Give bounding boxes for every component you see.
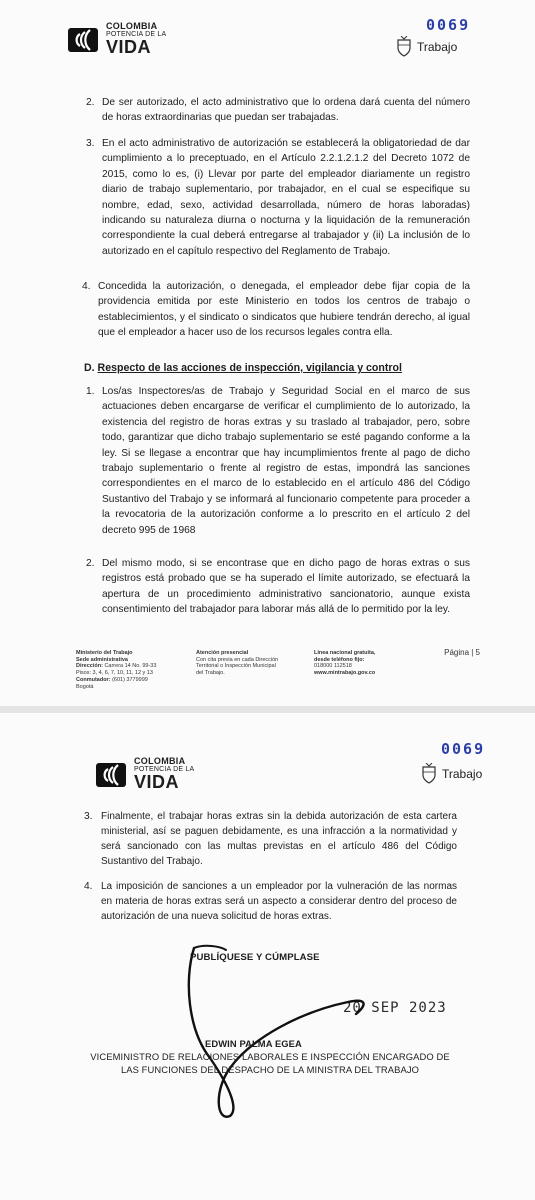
folio-number: 0069 xyxy=(441,740,486,758)
footer-ministry-title: Ministerio del Trabajo xyxy=(76,650,133,656)
paragraph: La imposición de sanciones a un empleador por la vulneración de las normas en materia de horas extras será un aspecto a considerar dentro del proceso de autorización de una nueva solicitud de horas extras. xyxy=(101,881,457,922)
item-number: 4. xyxy=(82,281,91,292)
signer-title: VICEMINISTRO DE RELACIONES LABORALES E INSPECCIÓN ENCARGADO DE xyxy=(90,1051,450,1062)
section-heading xyxy=(84,361,402,375)
footer-phone-title: Línea nacional gratuita, xyxy=(314,650,376,656)
wave-logo-icon xyxy=(96,761,130,787)
paragraph: Concedida la autorización, o denegada, el empleador debe fijar copia de la providencia emitida por este Ministerio en todos los centros de trabajo o establecimientos, y el sindicato o sindicatos que hubiere tendrán derecho, al igual que el empleador a hacer uso de los recursos legales contra ella. xyxy=(98,281,470,339)
footer-address: Carrera 14 No. 99-33 xyxy=(104,663,157,670)
date-stamp: 20 SEP 2023 xyxy=(343,1000,447,1016)
item-number: 3. xyxy=(84,811,93,822)
coat-of-arms-icon xyxy=(395,36,413,58)
logo-line-potencia: POTENCIA DE LA xyxy=(106,31,167,38)
footer-floors: Pisos: 3, 4, 6, 7, 10, 11, 12 y 13 xyxy=(76,670,153,677)
ministry-header xyxy=(395,36,457,58)
footer-address-label: Dirección: xyxy=(76,663,103,670)
page-number: Página | 5 xyxy=(444,648,480,657)
coat-of-arms-icon xyxy=(420,763,438,785)
paragraph: De ser autorizado, el acto administrativo que lo ordena dará cuenta del número de horas extraordinarias que puedan ser trabajadas. xyxy=(102,97,470,124)
footer-ministry-sub: Sede administrativa xyxy=(76,656,128,663)
paragraph: Finalmente, el trabajar horas extras sin la debida autorización de esta cartera ministerial, así se paguen debidamente, es una infracción a la normatividad y será sancionado con las multas previstas en el artículo 486 del Código Sustantivo del Trabajo. xyxy=(101,811,457,867)
logo-line-potencia: POTENCIA DE LA xyxy=(134,766,195,773)
logo-line-vida: VIDA xyxy=(106,37,152,57)
signer-title: LAS FUNCIONES DEL DESPACHO DE LA MINISTRA DEL TRABAJO xyxy=(120,1064,420,1075)
logo-line-colombia: COLOMBIA xyxy=(134,756,186,766)
footer-switchboard-label: Conmutador: xyxy=(76,676,111,683)
logo-line-colombia: COLOMBIA xyxy=(106,21,158,31)
item-number: 2. xyxy=(86,97,95,108)
page-footer xyxy=(76,650,480,694)
footer-attention-title: Atención presencial xyxy=(196,650,249,656)
footer-attention-line: del Trabajo. xyxy=(196,670,225,677)
ministry-header xyxy=(420,763,482,785)
item-number: 4. xyxy=(84,881,93,892)
item-number: 1. xyxy=(86,386,95,397)
colombia-potencia-logo xyxy=(68,22,166,56)
footer-attention-line: Con cita previa en cada Dirección xyxy=(196,656,279,663)
colombia-potencia-logo xyxy=(96,757,194,791)
footer-city: Bogotá xyxy=(76,683,94,690)
ministry-name: Trabajo xyxy=(417,40,458,54)
footer-switchboard: (601) 3779999 xyxy=(112,676,148,683)
footer-attention-info xyxy=(196,650,278,677)
paragraph: Del mismo modo, si se encontrase que en dicho pago de horas extras o sus registros está probado que se ha superado el límite autorizado, se efectuará la apertura de un procedimiento administrativo sancionatorio, aunque exista consentimiento del trabajador para laborar más allá de lo permitido por la ley. xyxy=(102,558,470,616)
handwritten-signature xyxy=(180,940,370,1120)
footer-website: www.mintrabajo.gov.co xyxy=(314,670,376,677)
section-title: Respecto de las acciones de inspección, vigilancia y control xyxy=(97,362,402,374)
footer-phone: 018000 112518 xyxy=(314,663,352,670)
footer-ministry-info xyxy=(76,650,156,690)
ministry-name: Trabajo xyxy=(442,767,483,781)
paragraph: En el acto administrativo de autorización se establecerá la obligatoriedad de dar cumplimiento a lo preceptuado, en el Artículo 2.2.1.2.1.2 del Decreto 1072 de 2015, como lo es, (i) Llevar por parte del empleador diariamente un registro diario de trabajo suplementario, por trabajador, en el cual se especifique su nombre, edad, sexo, actividad desarrollada, número de horas laboradas) indicando su naturaleza diurna o nocturna y la liquidación de la remuneración correspondiente la cual deberá entregarse al trabajador y (ii) La inclusión de lo autorizado en el capítulo respectivo del Reglamento de Trabajo. xyxy=(102,138,470,257)
signer-name: EDWIN PALMA EGEA xyxy=(205,1038,302,1049)
wave-logo-icon xyxy=(68,26,102,52)
footer-attention-line: Territorial o Inspección Municipal xyxy=(196,663,276,670)
section-letter: D. xyxy=(84,362,95,374)
item-number: 3. xyxy=(86,138,95,149)
item-number: 2. xyxy=(86,558,95,569)
paragraph: Los/as Inspectores/as de Trabajo y Seguridad Social en el marco de sus actuaciones deben encargarse de verificar el cumplimiento de lo autorizado, la existencia del registro de horas extras y su traslado al trabajador, pero, sobre todo, garantizar que dicho trabajo suplementario se esté pagando conforme a la ley. Si se llegase a encontrar que hay incumplimientos frente al pago de dicho trabajo suplementario o frente al registro de estas, impondrá las sanciones correspondientes en el marco de lo establecido en el artículo 486 del Código Sustantivo del Trabajo y se informará al funcionario competente para proceder a la revocatoria de la autorización conforme a lo prescrito en el artículo 2 del decreto 995 de 1968 xyxy=(102,386,470,536)
page-separator xyxy=(0,706,535,713)
footer-phone-info xyxy=(314,650,375,677)
publish-line: PUBLÍQUESE Y CÚMPLASE xyxy=(190,952,320,963)
logo-line-vida: VIDA xyxy=(134,772,180,792)
footer-phone-sub: desde teléfono fijo: xyxy=(314,656,365,663)
folio-number: 0069 xyxy=(426,16,471,34)
